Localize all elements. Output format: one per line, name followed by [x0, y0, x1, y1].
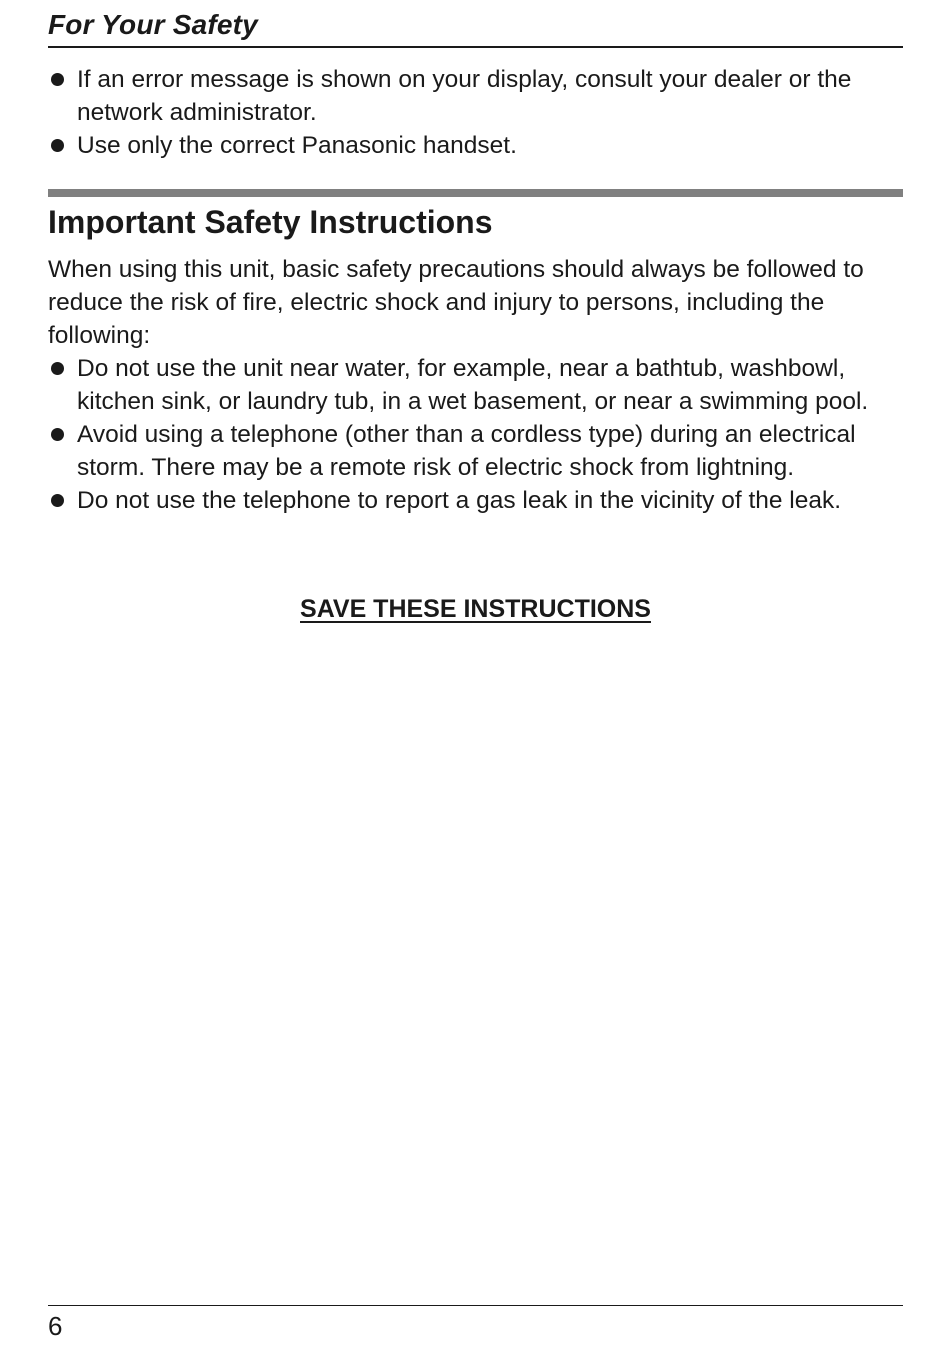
safety-heading: Important Safety Instructions [48, 204, 493, 240]
list-item-text: Use only the correct Panasonic handset. [77, 132, 517, 159]
section-header [48, 6, 903, 48]
top-bullet-list [48, 63, 903, 162]
page-number: 6 [48, 1311, 63, 1341]
safety-intro: When using this unit, basic safety precautions should always be followed to reduce the risk of fire, electric shock and injury to persons, including the following: [48, 256, 864, 349]
list-item [48, 352, 903, 418]
save-instructions-note: SAVE THESE INSTRUCTIONS [300, 595, 651, 623]
bullet-icon [51, 362, 64, 375]
list-item [48, 129, 903, 162]
section-divider [48, 189, 903, 197]
safety-bullet-list [48, 352, 903, 517]
list-item [48, 63, 903, 129]
section-title: For Your Safety [48, 9, 258, 40]
list-item [48, 418, 903, 484]
list-item-text: If an error message is shown on your display, consult your dealer or the network administrator. [77, 66, 852, 126]
bullet-icon [51, 73, 64, 86]
document-page [48, 0, 903, 1365]
list-item-text: Avoid using a telephone (other than a cordless type) during an electrical storm. There may be a remote risk of electric shock from lightning. [77, 421, 856, 481]
footer-divider [48, 1305, 903, 1306]
list-item-text: Do not use the unit near water, for example, near a bathtub, washbowl, kitchen sink, or laundry tub, in a wet basement, or near a swimming pool. [77, 355, 869, 415]
list-item-text: Do not use the telephone to report a gas leak in the vicinity of the leak. [77, 487, 842, 514]
bullet-icon [51, 139, 64, 152]
list-item [48, 484, 903, 517]
bullet-icon [51, 428, 64, 441]
bullet-icon [51, 494, 64, 507]
